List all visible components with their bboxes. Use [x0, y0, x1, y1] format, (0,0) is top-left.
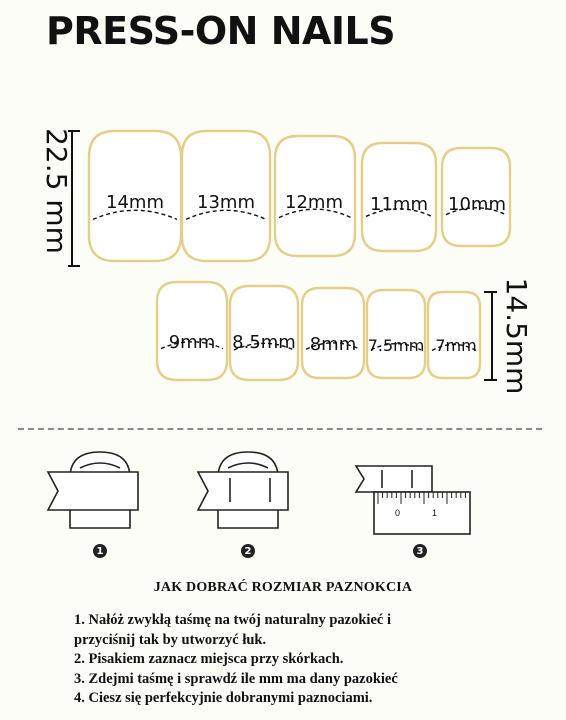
step-number-2: 2 — [241, 544, 255, 558]
step-3-illustration — [356, 466, 470, 534]
size-label-12mm: 12mm — [285, 192, 343, 213]
size-label-11mm: 11mm — [370, 194, 428, 215]
size-label-7mm: 7mm — [435, 336, 477, 355]
ruler-mark-1: 1 — [432, 508, 438, 518]
step-2-illustration — [198, 452, 288, 528]
size-label-8mm: 8mm — [309, 334, 357, 355]
instructions-heading: JAK DOBRAĆ ROZMIAR PAZNOKCIA — [153, 580, 413, 595]
instruction-line: 1. Nałóż zwykłą taśmę na twój naturalny pazokieć i — [74, 612, 391, 628]
size-label-13mm: 13mm — [197, 192, 255, 213]
nail-outline-7-5mm — [367, 290, 425, 378]
nail-row-2 — [157, 282, 480, 380]
instruction-line: 2. Pisakiem zaznacz miejsca przy skórkach. — [74, 651, 344, 667]
step-number-1: 1 — [93, 544, 107, 558]
size-label-10mm: 10mm — [448, 194, 506, 215]
size-label-9mm: 9mm — [168, 332, 216, 353]
step-number-3: 3 — [413, 544, 427, 558]
ruler-mark-0: 0 — [395, 508, 401, 518]
step-1-illustration — [48, 452, 138, 528]
instructions-list — [74, 611, 398, 709]
page-title: PRESS-ON NAILS — [46, 9, 396, 53]
instruction-line: 3. Zdejmi taśmę i sprawdź ile mm ma dany pazokieć — [74, 670, 398, 687]
nail-outline-9mm — [157, 282, 227, 380]
nail-outline-7mm — [428, 292, 480, 378]
nail-outline-8mm — [302, 288, 364, 378]
size-label-14mm: 14mm — [106, 192, 164, 213]
section-divider — [18, 428, 542, 430]
instruction-line: 4. Ciesz się perfekcyjnie dobranymi paznociami. — [74, 690, 373, 706]
nail-length-label-top: 22.5 mm — [40, 128, 73, 254]
size-label-8-5mm: 8.5mm — [232, 332, 296, 353]
nail-length-label-bottom: 14.5mm — [500, 277, 533, 395]
size-label-7-5mm: 7.5mm — [367, 336, 425, 355]
length-bracket-bottom — [484, 292, 497, 380]
instruction-line: przyciśnij tak by utworzyć łuk. — [74, 631, 267, 648]
